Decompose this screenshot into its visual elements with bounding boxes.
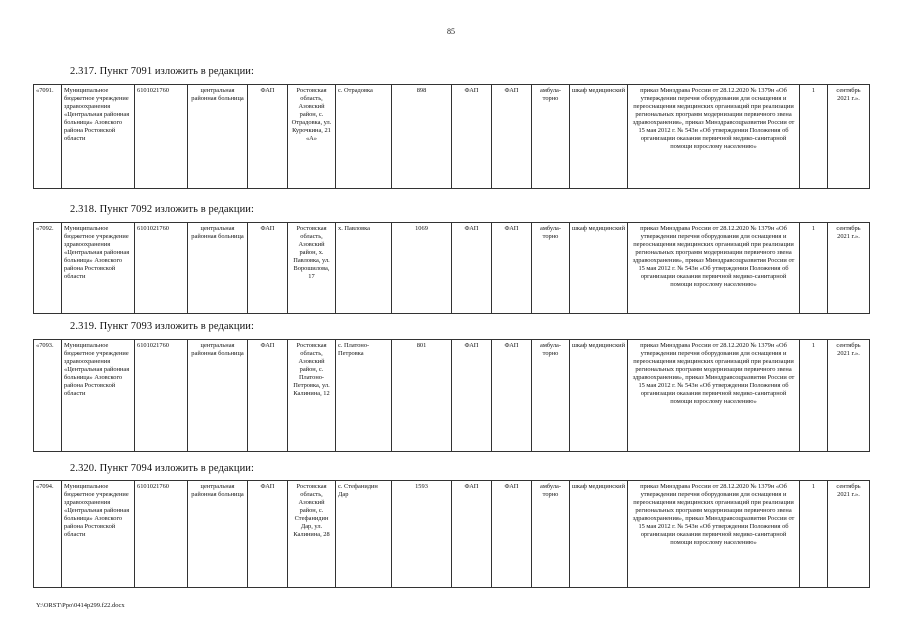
cell-subtype: ФАП xyxy=(248,85,288,189)
table-row xyxy=(34,223,870,314)
data-table xyxy=(33,222,870,314)
table-row xyxy=(34,481,870,588)
section-heading: 2.318. Пункт 7092 изложить в редакции: xyxy=(70,204,255,215)
cell-settlement: с. Отрадовка xyxy=(336,85,392,189)
data-table xyxy=(33,480,870,588)
cell-subtype: ФАП xyxy=(248,481,288,588)
cell-address: Ростовская область, Азовский район, с. Платоно-Петровка, ул. Калинина, 12 xyxy=(288,340,336,452)
footer-file-path: Y:\ORST\Ppo\0414p299.f22.docx xyxy=(36,602,125,609)
cell-quantity: 1 xyxy=(800,85,828,189)
cell-date: сентябрь 2021 г.». xyxy=(828,223,870,314)
cell-organization: Муниципальное бюджетное учреждение здравоохранения «Центральная районная больница» Азовского района Ростовской области xyxy=(62,223,135,314)
cell-number: «7093. xyxy=(34,340,62,452)
cell-legal-basis: приказ Минздрава России от 28.12.2020 № 1379н «Об утверждении перечня оборудования для оснащения и переоснащения медицинских организаций при реализации региональных программ модернизации первичного звена здравоохранения», приказ Минздравсоцразвития России от 15 мая 2012 г. № 543н «Об утверждении Положения об организации оказания первичной медико-санитарной помощи взрослому населению» xyxy=(628,481,800,588)
cell-unit: ФАП xyxy=(492,223,532,314)
cell-code: 6101021760 xyxy=(135,340,188,452)
cell-type: центральная районная больница xyxy=(188,85,248,189)
cell-number: «7092. xyxy=(34,223,62,314)
cell-subtype: ФАП xyxy=(248,223,288,314)
cell-quantity: 1 xyxy=(800,340,828,452)
cell-unit: ФАП xyxy=(492,85,532,189)
section-heading: 2.317. Пункт 7091 изложить в редакции: xyxy=(70,66,255,77)
cell-organization: Муниципальное бюджетное учреждение здравоохранения «Центральная районная больница» Азовского района Ростовской области xyxy=(62,481,135,588)
cell-unit: ФАП xyxy=(492,340,532,452)
table-row xyxy=(34,340,870,452)
cell-type: центральная районная больница xyxy=(188,223,248,314)
cell-population: 1593 xyxy=(392,481,452,588)
section-heading: 2.319. Пункт 7093 изложить в редакции: xyxy=(70,321,255,332)
cell-code: 6101021760 xyxy=(135,223,188,314)
cell-care-form: амбула-торно xyxy=(532,85,570,189)
cell-organization: Муниципальное бюджетное учреждение здравоохранения «Центральная районная больница» Азовского района Ростовской области xyxy=(62,85,135,189)
cell-date: сентябрь 2021 г.». xyxy=(828,340,870,452)
cell-address: Ростовская область, Азовский район, х. Павловка, ул. Ворошилова, 17 xyxy=(288,223,336,314)
cell-unit: ФАП xyxy=(452,223,492,314)
cell-subtype: ФАП xyxy=(248,340,288,452)
cell-equipment: шкаф медицинский xyxy=(570,223,628,314)
cell-unit: ФАП xyxy=(452,481,492,588)
cell-care-form: амбула-торно xyxy=(532,340,570,452)
cell-type: центральная районная больница xyxy=(188,340,248,452)
cell-quantity: 1 xyxy=(800,223,828,314)
cell-care-form: амбула-торно xyxy=(532,223,570,314)
cell-organization: Муниципальное бюджетное учреждение здравоохранения «Центральная районная больница» Азовского района Ростовской области xyxy=(62,340,135,452)
cell-legal-basis: приказ Минздрава России от 28.12.2020 № 1379н «Об утверждении перечня оборудования для оснащения и переоснащения медицинских организаций при реализации региональных программ модернизации первичного звена здравоохранения», приказ Минздравсоцразвития России от 15 мая 2012 г. № 543н «Об утверждении Положения об организации оказания первичной медико-санитарной помощи взрослому населению» xyxy=(628,85,800,189)
cell-address: Ростовская область, Азовский район, с. Отрадовка, ул. Курочкина, 21 «А» xyxy=(288,85,336,189)
cell-equipment: шкаф медицинский xyxy=(570,481,628,588)
page-number: 85 xyxy=(447,27,455,36)
cell-unit: ФАП xyxy=(452,85,492,189)
cell-population: 801 xyxy=(392,340,452,452)
cell-legal-basis: приказ Минздрава России от 28.12.2020 № 1379н «Об утверждении перечня оборудования для оснащения и переоснащения медицинских организаций при реализации региональных программ модернизации первичного звена здравоохранения», приказ Минздравсоцразвития России от 15 мая 2012 г. № 543н «Об утверждении Положения об организации оказания первичной медико-санитарной помощи взрослому населению» xyxy=(628,340,800,452)
cell-address: Ростовская область, Азовский район, с. Стефанидин Дар, ул. Калинина, 28 xyxy=(288,481,336,588)
data-table xyxy=(33,339,870,452)
cell-legal-basis: приказ Минздрава России от 28.12.2020 № 1379н «Об утверждении перечня оборудования для оснащения и переоснащения медицинских организаций при реализации региональных программ модернизации первичного звена здравоохранения», приказ Минздравсоцразвития России от 15 мая 2012 г. № 543н «Об утверждении Положения об организации оказания первичной медико-санитарной помощи взрослому населению» xyxy=(628,223,800,314)
data-table xyxy=(33,84,870,189)
cell-population: 898 xyxy=(392,85,452,189)
cell-settlement: х. Павловка xyxy=(336,223,392,314)
cell-equipment: шкаф медицинский xyxy=(570,340,628,452)
cell-settlement: с. Платоно-Петровка xyxy=(336,340,392,452)
cell-equipment: шкаф медицинский xyxy=(570,85,628,189)
cell-settlement: с. Стефанидин Дар xyxy=(336,481,392,588)
cell-quantity: 1 xyxy=(800,481,828,588)
cell-code: 6101021760 xyxy=(135,85,188,189)
cell-unit: ФАП xyxy=(492,481,532,588)
cell-care-form: амбула-торно xyxy=(532,481,570,588)
cell-number: «7091. xyxy=(34,85,62,189)
section-heading: 2.320. Пункт 7094 изложить в редакции: xyxy=(70,463,255,474)
cell-population: 1069 xyxy=(392,223,452,314)
cell-type: центральная районная больница xyxy=(188,481,248,588)
cell-number: «7094. xyxy=(34,481,62,588)
cell-unit: ФАП xyxy=(452,340,492,452)
table-row xyxy=(34,85,870,189)
cell-date: сентябрь 2021 г.». xyxy=(828,85,870,189)
cell-code: 6101021760 xyxy=(135,481,188,588)
cell-date: сентябрь 2021 г.». xyxy=(828,481,870,588)
